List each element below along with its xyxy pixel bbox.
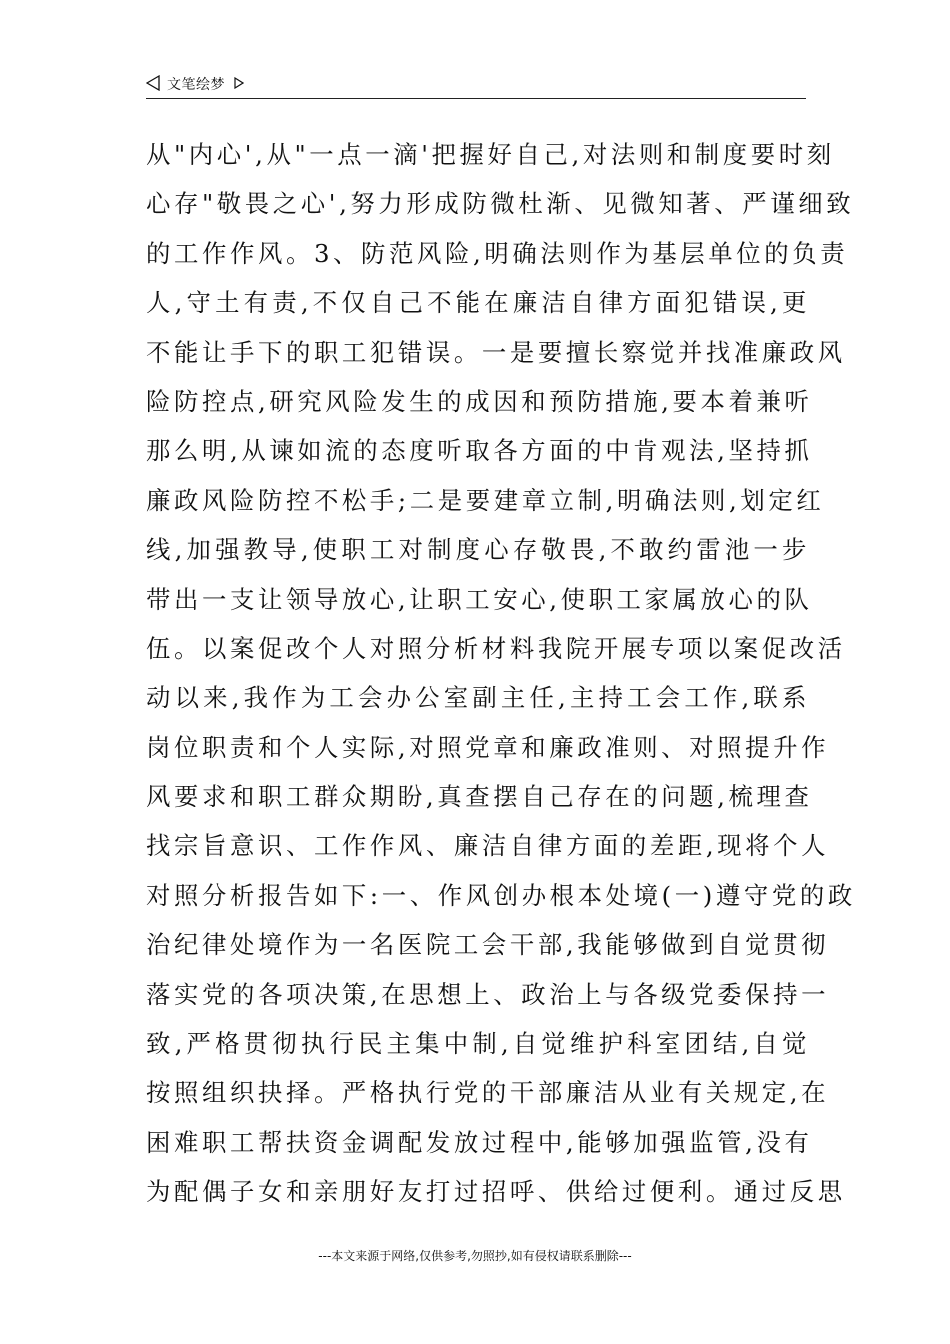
- body-line: 落实党的各项决策,在思想上、政治上与各级党委保持一: [146, 979, 830, 1009]
- document-body: [146, 130, 856, 1217]
- header-title: 文笔绘梦: [167, 77, 225, 93]
- body-line: 致,严格贯彻执行民主集中制,自觉维护科室团结,自觉: [146, 1029, 810, 1059]
- body-line: 岗位职责和个人实际,对照党章和廉政准则、对照提升作: [146, 732, 830, 762]
- body-line: 带出一支让领导放心,让职工安心,使职工家属放心的队: [146, 584, 813, 614]
- body-line: 为配偶子女和亲朋好友打过招呼、供给过便利。通过反思: [146, 1177, 846, 1207]
- body-line: 不能让手下的职工犯错误。一是要擅长察觉并找准廉政风: [146, 337, 846, 367]
- body-line: 治纪律处境作为一名医院工会干部,我能够做到自觉贯彻: [146, 930, 830, 960]
- triangle-right-icon: [234, 77, 244, 89]
- body-line: 困难职工帮扶资金调配发放过程中,能够加强监管,没有: [146, 1127, 813, 1157]
- body-line: 对照分析报告如下:一、作风创办根本处境(一)遵守党的政: [146, 880, 856, 910]
- body-line: 伍。以案促改个人对照分析材料我院开展专项以案促改活: [146, 633, 846, 663]
- body-line: 风要求和职工群众期盼,真查摆自己存在的问题,梳理查: [146, 782, 813, 812]
- footer-disclaimer: ---本文来源于网络,仅供参考,勿照抄,如有侵权请联系删除---: [318, 1249, 632, 1263]
- page-header: [146, 72, 806, 99]
- body-line: 的工作作风。3、防范风险,明确法则作为基层单位的负责: [146, 238, 849, 268]
- body-line: 心存"敬畏之心',努力形成防微杜渐、见微知著、严谨细致: [146, 189, 855, 219]
- body-line: 人,守土有责,不仅自己不能在廉洁自律方面犯错误,更: [146, 288, 810, 318]
- body-line: 线,加强教导,使职工对制度心存敬畏,不敢约雷池一步: [146, 535, 810, 565]
- triangle-left-icon: [146, 75, 160, 91]
- body-line: 那么明,从谏如流的态度听取各方面的中肯观法,坚持抓: [146, 436, 813, 466]
- body-line: 动以来,我作为工会办公室副主任,主持工会工作,联系: [146, 683, 810, 713]
- body-line: 找宗旨意识、工作作风、廉洁自律方面的差距,现将个人: [146, 831, 830, 861]
- body-line: 按照组织抉择。严格执行党的干部廉洁从业有关规定,在: [146, 1078, 830, 1108]
- body-line: 险防控点,研究风险发生的成因和预防措施,要本着兼听: [146, 386, 813, 416]
- body-line: 廉政风险防控不松手;二是要建章立制,明确法则,划定红: [146, 485, 825, 515]
- body-line: 从"内心',从"一点一滴'把握好自己,对法则和制度要时刻: [146, 140, 835, 169]
